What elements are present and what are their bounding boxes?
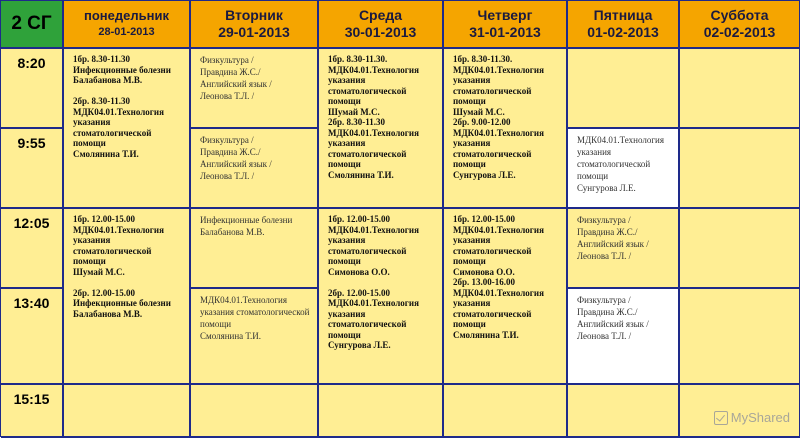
cell-friday-4	[568, 289, 680, 385]
day-date: 30-01-2013	[344, 24, 417, 40]
cell-tuesday-3	[191, 209, 319, 289]
day-date: 01-02-2013	[587, 24, 659, 40]
day-name: Среда	[358, 7, 403, 23]
cell-tuesday-1	[191, 49, 319, 129]
lesson-text: Физкультура / Правдина Ж.С./ Английский язык / Леонова Т.Л. /	[577, 295, 649, 341]
lesson-text: 1бр. 12.00-15.00 МДК04.01.Технология указания стоматологической помощи Симонова О.О. 2бр. 13.00-16.00 МДК04.01.Технология указания стоматологической помощи Смолянина Т.И.	[453, 214, 544, 340]
time-slot-4: 13:40	[1, 289, 64, 385]
cell-tuesday-2	[191, 129, 319, 209]
time-slot-2: 9:55	[1, 129, 64, 209]
day-name: Вторник	[225, 7, 283, 23]
lesson-text: МДК04.01.Технология указания стоматологической помощи Смолянина Т.И.	[200, 295, 310, 341]
cell-wednesday-afternoon	[319, 209, 444, 385]
day-header-tuesday	[191, 1, 319, 49]
cell-friday-3	[568, 209, 680, 289]
cell-tuesday-4	[191, 289, 319, 385]
lesson-text: Физкультура / Правдина Ж.С./ Английский язык / Леонова Т.Л. /	[577, 215, 649, 261]
lesson-text: 1бр. 8.30-11.30. МДК04.01.Технология указания стоматологической помощи Шумай М.С. 2бр. 9.00-12.00 МДК04.01.Технология указания стоматологической помощи Сунгурова Л.Е.	[453, 54, 544, 180]
cell-tuesday-5	[191, 385, 319, 438]
cell-friday-5	[568, 385, 680, 438]
cell-monday-morning	[64, 49, 191, 209]
lesson-text: 1бр. 12.00-15.00 МДК04.01.Технология указания стоматологической помощи Шумай М.С. 2бр. 12.00-15.00 Инфекционные болезни Балабанова М.В.	[73, 214, 171, 319]
lesson-text: Физкультура / Правдина Ж.С./ Английский язык / Леонова Т.Л. /	[200, 135, 272, 181]
watermark	[714, 410, 790, 425]
day-date: 31-01-2013	[469, 24, 541, 40]
cell-thursday-evening	[444, 385, 568, 438]
cell-saturday-2	[680, 129, 800, 209]
cell-friday-1	[568, 49, 680, 129]
cell-saturday-1	[680, 49, 800, 129]
time-slot-1: 8:20	[1, 49, 64, 129]
day-name: Суббота	[710, 7, 769, 23]
day-name: Четверг	[477, 7, 533, 23]
cell-saturday-4	[680, 289, 800, 385]
day-header-saturday	[680, 1, 800, 49]
cell-wednesday-morning	[319, 49, 444, 209]
cell-monday-afternoon	[64, 209, 191, 385]
day-header-thursday	[444, 1, 568, 49]
lesson-text: Инфекционные болезни Балабанова М.В.	[200, 215, 293, 237]
cell-wednesday-evening	[319, 385, 444, 438]
checkbox-logo-icon	[714, 411, 728, 425]
cell-thursday-morning	[444, 49, 568, 209]
lesson-text: 1бр. 12.00-15.00 МДК04.01.Технология указания стоматологической помощи Симонова О.О. 2бр. 12.00-15.00 МДК04.01.Технология указания стоматологической помощи Сунгурова Л.Е.	[328, 214, 419, 350]
group-label: 2 СГ	[11, 13, 52, 34]
day-date: 02-02-2013	[703, 24, 776, 40]
day-date: 28-01-2013	[98, 26, 155, 38]
cell-friday-2	[568, 129, 680, 209]
lesson-text: Физкультура / Правдина Ж.С./ Английский язык / Леонова Т.Л. /	[200, 55, 272, 101]
time-slot-3: 12:05	[1, 209, 64, 289]
time-slot-5: 15:15	[1, 385, 64, 438]
cell-thursday-afternoon	[444, 209, 568, 385]
lesson-text: 1бр. 8.30-11.30 Инфекционные болезни Балабанова М.В. 2бр. 8.30-11.30 МДК04.01.Технология указания стоматологической помощи Смолянина Т.И.	[73, 54, 171, 159]
group-header	[1, 1, 64, 49]
day-header-monday	[64, 1, 191, 49]
day-name: Пятница	[593, 7, 653, 23]
day-header-wednesday	[319, 1, 444, 49]
cell-saturday-3	[680, 209, 800, 289]
watermark-text: MyShared	[730, 410, 790, 425]
day-date: 29-01-2013	[218, 24, 290, 40]
lesson-text: 1бр. 8.30-11.30. МДК04.01.Технология указания стоматологической помощи Шумай М.С. 2бр. 8.30-11.30 МДК04.01.Технология указания стоматологической помощи Смолянина Т.И.	[328, 54, 419, 180]
day-header-friday	[568, 1, 680, 49]
day-name: понедельник	[84, 8, 169, 23]
lesson-text: МДК04.01.Технология указания стоматологической помощи Сунгурова Л.Е.	[577, 135, 665, 193]
cell-monday-evening	[64, 385, 191, 438]
